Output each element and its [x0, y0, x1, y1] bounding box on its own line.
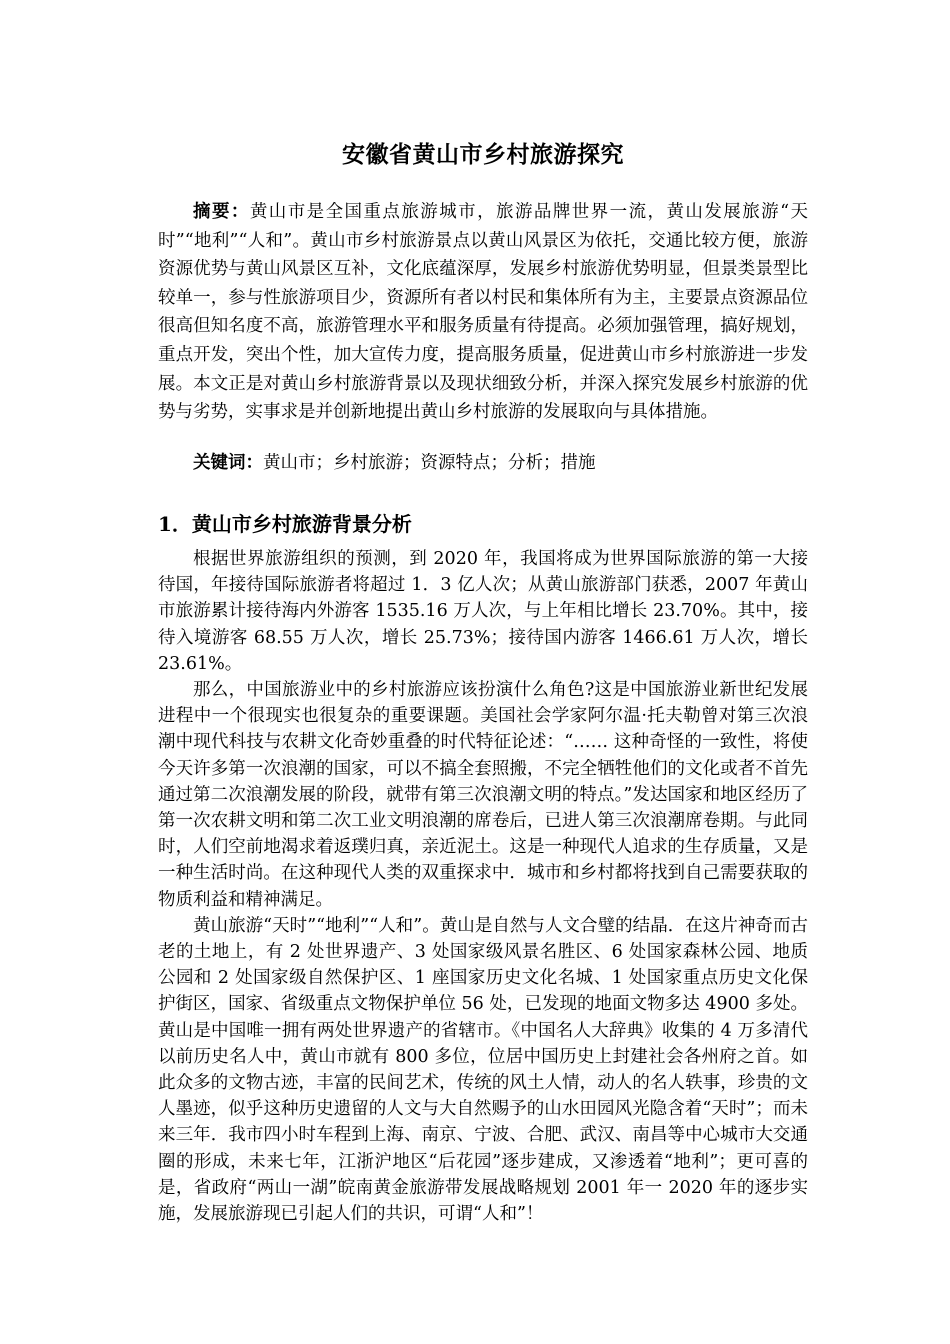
- abstract-label: 摘要：: [193, 202, 250, 222]
- body-paragraph: 黄山旅游“天时”“地利”“人和”。黄山是自然与人文合璧的结晶．在这片神奇而古老的土地上，有 2 处世界遗产、3 处国家级风景名胜区、6 处国家森林公园、地质公园和 2 处国家级自然保护区、1 座国家历史文化名城、1 处国家重点历史文化保护街区，国家、省级重点文物保护单位 56 处，已发现的地面文物多达 4900 多处。黄山是中国唯一拥有两处世界遗产的省辖市。《中国名人大辞典》收集的 4 万多清代以前历史名人中，黄山市就有 800 多位，位居中国历史上封建社会各州府之首。如此众多的文物古迹，丰富的民间艺术，传统的风土人情，动人的名人轶事，珍贵的文人墨迹，似乎这种历史遗留的人文与大自然赐予的山水田园风光隐含着“天时”；而未来三年．我市四小时车程到上海、南京、宁波、合肥、武汉、南昌等中心城市大交通圈的形成，未来七年，江浙沪地区“后花园”逐步建成，又渗透着“地利”；更可喜的是，省政府“两山一湖”皖南黄金旅游带发展战略规划 2001 年一 2020 年的逐步实施，发展旅游现已引起人们的共识，可谓“人和”！: [158, 915, 808, 1225]
- body-paragraph: 根据世界旅游组织的预测，到 2020 年，我国将成为世界国际旅游的第一大接待国，年接待国际旅游者将超过 1．3 亿人次；从黄山旅游部门获悉，2007 年黄山市旅游累计接待海内外游客 1535.16 万人次，与上年相比增长 23.70%。其中，接待入境游客 68.55 万人次，增长 25.73%；接待国内游客 1466.61 万人次，增长 23.61%。: [158, 549, 808, 674]
- body-paragraph: 那么，中国旅游业中的乡村旅游应该扮演什么角色?这是中国旅游业新世纪发展进程中一个很现实也很复杂的重要课题。美国社会学家阿尔温·托夫勒曾对第三次浪潮中现代科技与农耕文化奇妙重叠的时代特征论述：“…… 这种奇怪的一致性，将使今天许多第一次浪潮的国家，可以不搞全套照搬，不完全牺牲他们的文化或者不首先通过第二次浪潮发展的阶段，就带有第三次浪潮文明的特点。”发达国家和地区经历了第一次农耕文明和第二次工业文明浪潮的席卷后，已进人第三次浪潮席卷期。与此同时，人们空前地渴求着返璞归真，亲近泥土。这是一种现代人追求的生存质量，又是一种生活时尚。在这种现代人类的双重探求中．城市和乡村都将找到自己需要获取的物质利益和精神满足。: [158, 680, 808, 910]
- section-heading: 1．黄山市乡村旅游背景分析: [158, 512, 412, 536]
- keywords-text: 黄山市；乡村旅游；资源特点；分析；措施: [263, 453, 596, 473]
- section-body: [158, 546, 808, 1227]
- keywords-label: 关键词：: [193, 453, 263, 473]
- abstract-text: 黄山市是全国重点旅游城市，旅游品牌世界一流，黄山发展旅游“天时”“地利”“人和”。黄山市乡村旅游景点以黄山风景区为依托，交通比较方便，旅游资源优势与黄山风景区互补，文化底蕴深厚，发展乡村旅游优势明显，但景类景型比较单一，参与性旅游项目少，资源所有者以村民和集体所有为主，主要景点资源品位很高但知名度不高，旅游管理水平和服务质量有待提高。必须加强管理，搞好规划，重点开发，突出个性，加大宣传力度，提高服务质量，促进黄山市乡村旅游进一步发展。本文正是对黄山乡村旅游背景以及现状细致分析，并深入探究发展乡村旅游的优势与劣势，实事求是并创新地提出黄山乡村旅游的发展取向与具体措施。: [158, 202, 809, 423]
- abstract-paragraph: [158, 198, 808, 427]
- keywords-line: [158, 449, 808, 477]
- document-title: 安徽省黄山市乡村旅游探究: [342, 141, 624, 168]
